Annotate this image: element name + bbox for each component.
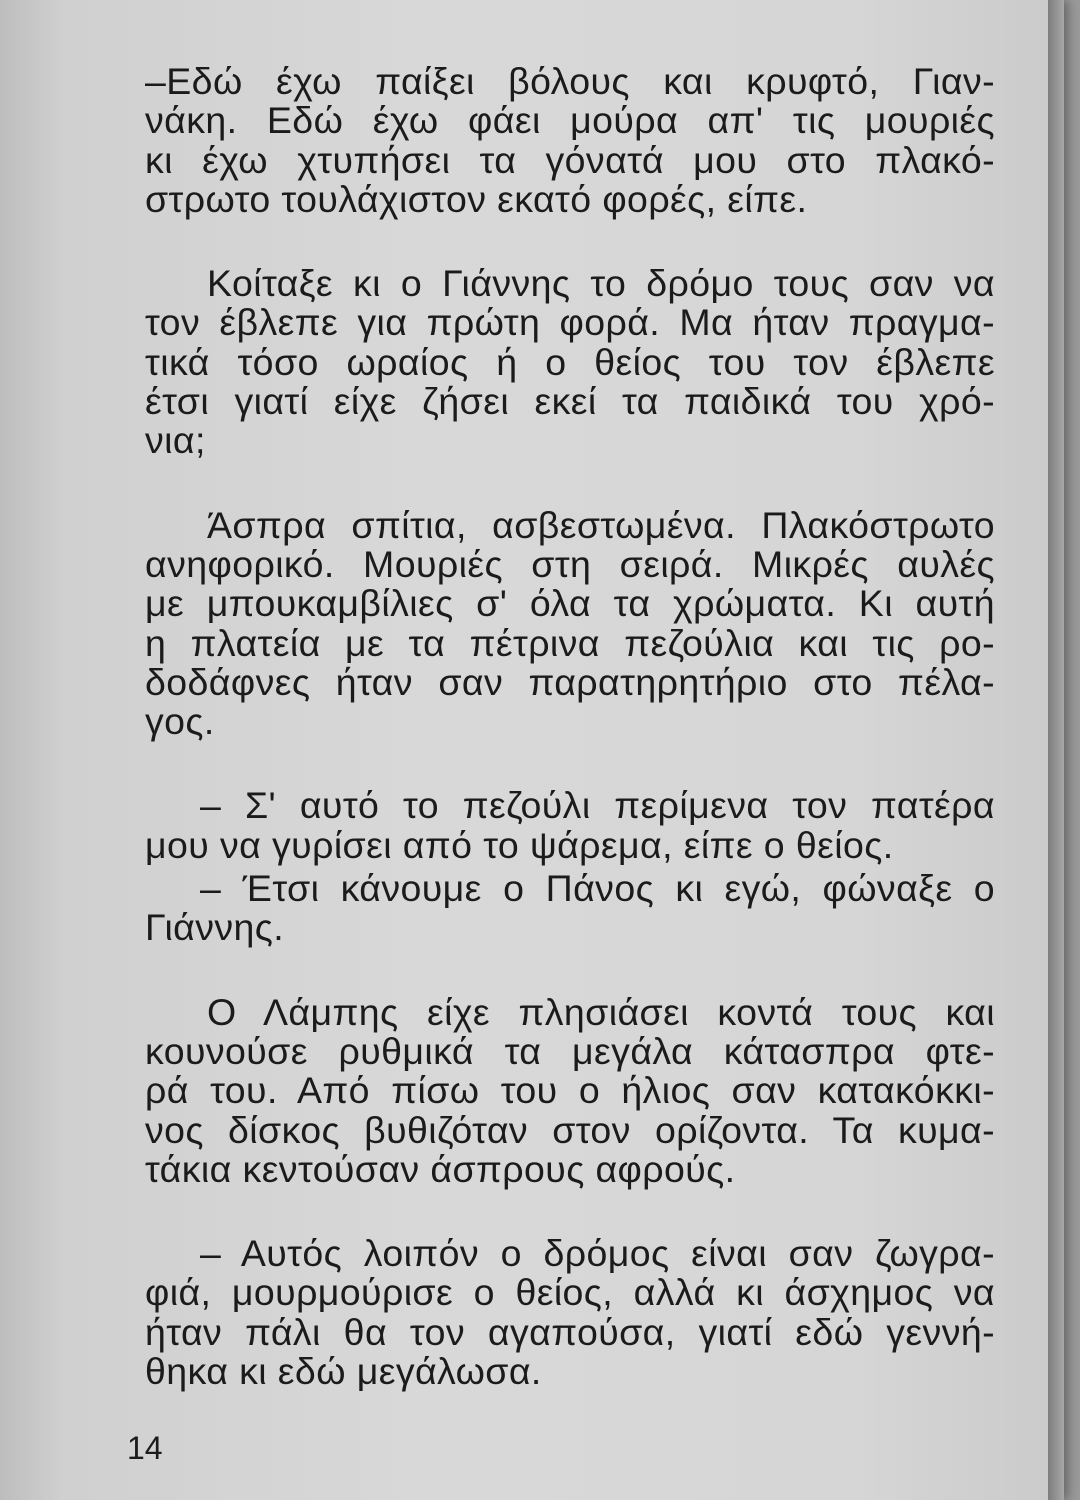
text-line: κι έχω χτυπήσει τα γόνατά μου στο πλακό-	[145, 138, 995, 181]
text-line: νια;	[145, 419, 206, 462]
text-line: τάκια κεντούσαν άσπρους αφρούς.	[145, 1147, 736, 1190]
text-line: ρά του. Από πίσω του ο ήλιος σαν κατακόκκι-	[145, 1069, 995, 1112]
text-line: Άσπρα σπίτια, ασβεστωμένα. Πλακόστρωτο	[207, 503, 995, 546]
text-line: Γιάννης.	[145, 906, 285, 949]
paragraph	[145, 264, 995, 460]
text-line: νάκη. Εδώ έχω φάει μούρα απ' τις μουριές	[145, 99, 995, 142]
paragraph	[145, 1234, 995, 1391]
text-line: τικά τόσο ωραίος ή ο θείος του τον έβλεπε	[145, 340, 995, 383]
paragraph	[145, 869, 995, 948]
text-line: μου να γυρίσει από το ψάρεμα, είπε ο θείος.	[145, 823, 894, 866]
text-line: Ο Λάμπης είχε πλησιάσει κοντά τους και	[207, 990, 995, 1033]
paragraph	[145, 503, 995, 743]
text-line: φιά, μουρμούρισε ο θείος, αλλά κι άσχημος να	[145, 1271, 995, 1314]
paragraph	[145, 990, 995, 1190]
page-body-text	[145, 62, 995, 1391]
page-edge-shadow	[1048, 0, 1064, 1500]
text-line: γος.	[145, 700, 215, 743]
text-line: κουνούσε ρυθμικά τα μεγάλα κάτασπρα φτε-	[145, 1029, 995, 1072]
text-line: – Σ' αυτό το πεζούλι περίμενα τον πατέρα	[200, 784, 995, 827]
text-line: τον έβλεπε για πρώτη φορά. Μα ήταν πραγμα-	[145, 301, 995, 344]
text-line: –Εδώ έχω παίξει βόλους και κρυφτό, Γιαν-	[145, 60, 995, 102]
text-line: θηκα κι εδώ μεγάλωσα.	[145, 1350, 542, 1393]
paragraph	[145, 62, 995, 219]
text-line: με μπουκαμβίλιες σ' όλα τα χρώματα. Κι αυτή	[145, 582, 995, 625]
text-line: – Έτσι κάνουμε ο Πάνος κι εγώ, φώναξε ο	[200, 867, 995, 910]
text-line: ήταν πάλι θα τον αγαπούσα, γιατί εδώ γεννή-	[145, 1310, 995, 1353]
text-line: έτσι γιατί είχε ζήσει εκεί τα παιδικά του χρό-	[145, 380, 995, 423]
text-line: – Αυτός λοιπόν ο δρόμος είναι σαν ζωγρα-	[200, 1232, 995, 1275]
text-line: Κοίταξε κι ο Γιάννης το δρόμο τους σαν να	[207, 262, 995, 305]
text-line: στρωτο τουλάχιστον εκατό φορές, είπε.	[145, 177, 808, 220]
text-line: νος δίσκος βυθιζόταν στον ορίζοντα. Τα κυμα-	[145, 1108, 995, 1151]
text-line: ανηφορικό. Μουριές στη σειρά. Μικρές αυλές	[145, 542, 995, 585]
text-line: δοδάφνες ήταν σαν παρατηρητήριο στο πέλα-	[145, 660, 995, 703]
page-number: 14	[127, 1430, 163, 1466]
paragraph	[145, 786, 995, 865]
text-line: η πλατεία με τα πέτρινα πεζούλια και τις ρο-	[145, 621, 995, 664]
